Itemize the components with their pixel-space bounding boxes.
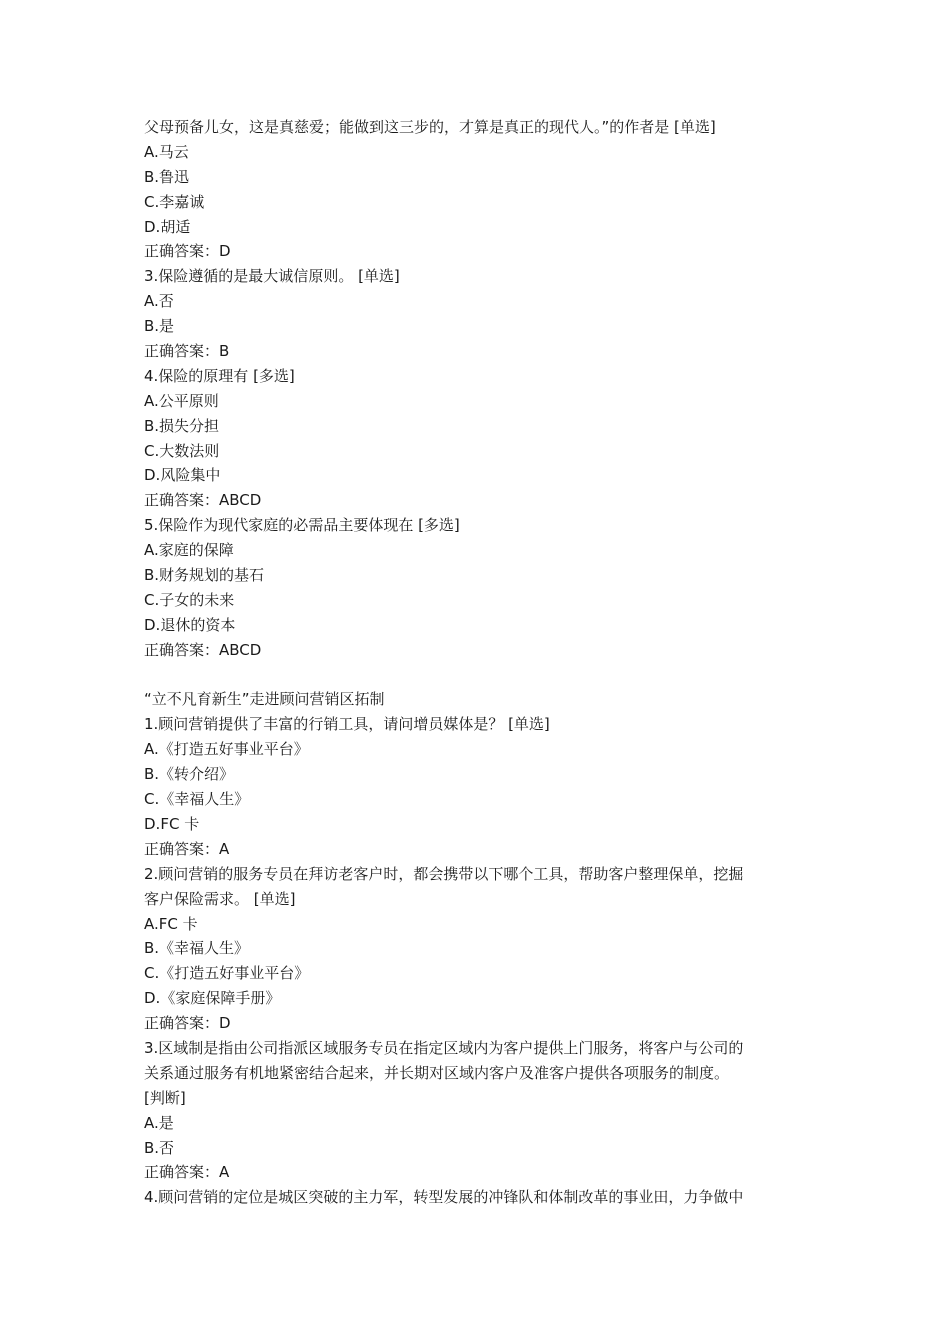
option-d: D.胡适	[144, 217, 191, 236]
section-title: “立不凡育新生”走进顾问营销区拓制	[144, 690, 385, 709]
question-1: 1.顾问营销提供了丰富的行销工具，请问增员媒体是？ [单选]	[144, 715, 550, 734]
correct-answer: 正确答案：ABCD	[144, 640, 262, 659]
correct-answer: 正确答案：ABCD	[144, 491, 262, 510]
question-2-line-1: 2.顾问营销的服务专员在拜访老客户时，都会携带以下哪个工具，帮助客户整理保单，挖掘	[144, 864, 744, 883]
question-4-line-1: 4.顾问营销的定位是城区突破的主力军，转型发展的冲锋队和体制改革的事业田，力争做中	[144, 1188, 744, 1207]
option-d: D.FC 卡	[144, 814, 200, 833]
blank-line	[144, 663, 814, 688]
option-a: A.家庭的保障	[144, 541, 234, 560]
document-page	[144, 115, 814, 1210]
option-b: B.是	[144, 317, 175, 336]
option-b: B.损失分担	[144, 416, 220, 435]
option-b: B.否	[144, 1138, 175, 1157]
question-3-line-2: 关系通过服务有机地紧密结合起来，并长期对区域内客户及准客户提供各项服务的制度。	[144, 1063, 730, 1082]
option-c: C.《幸福人生》	[144, 790, 250, 809]
correct-answer: 正确答案：D	[144, 242, 231, 261]
correct-answer: 正确答案：D	[144, 1014, 231, 1033]
question-2-continuation: 父母预备儿女，这是真慈爱；能做到这三步的，才算是真正的现代人。”的作者是 [单选]	[144, 118, 716, 136]
question-3-line-1: 3.区域制是指由公司指派区域服务专员在指定区域内为客户提供上门服务，将客户与公司的	[144, 1038, 744, 1057]
option-d: D.退休的资本	[144, 615, 236, 634]
option-c: C.大数法则	[144, 441, 220, 460]
option-b: B.《转介绍》	[144, 765, 235, 784]
option-a: A.《打造五好事业平台》	[144, 740, 309, 759]
option-c: C.子女的未来	[144, 590, 235, 609]
option-a: A.FC 卡	[144, 914, 198, 933]
correct-answer: 正确答案：A	[144, 839, 230, 858]
option-c: C.李嘉诚	[144, 192, 205, 211]
option-c: C.《打造五好事业平台》	[144, 964, 310, 983]
question-2-line-2: 客户保险需求。 [单选]	[144, 889, 296, 908]
option-d: D.《家庭保障手册》	[144, 989, 281, 1008]
option-a: A.公平原则	[144, 391, 219, 410]
option-a: A.否	[144, 292, 174, 311]
correct-answer: 正确答案：B	[144, 342, 230, 361]
correct-answer: 正确答案：A	[144, 1163, 230, 1182]
question-5: 5.保险作为现代家庭的必需品主要体现在 [多选]	[144, 516, 460, 535]
option-b: B.《幸福人生》	[144, 939, 250, 958]
option-a: A.是	[144, 1113, 174, 1132]
option-b: B.鲁迅	[144, 167, 190, 186]
option-b: B.财务规划的基石	[144, 566, 265, 585]
option-d: D.风险集中	[144, 466, 221, 485]
question-3-line-3: [判断]	[144, 1088, 186, 1107]
question-3: 3.保险遵循的是最大诚信原则。 [单选]	[144, 267, 400, 286]
option-a: A.马云	[144, 142, 189, 161]
question-4: 4.保险的原理有 [多选]	[144, 366, 295, 385]
